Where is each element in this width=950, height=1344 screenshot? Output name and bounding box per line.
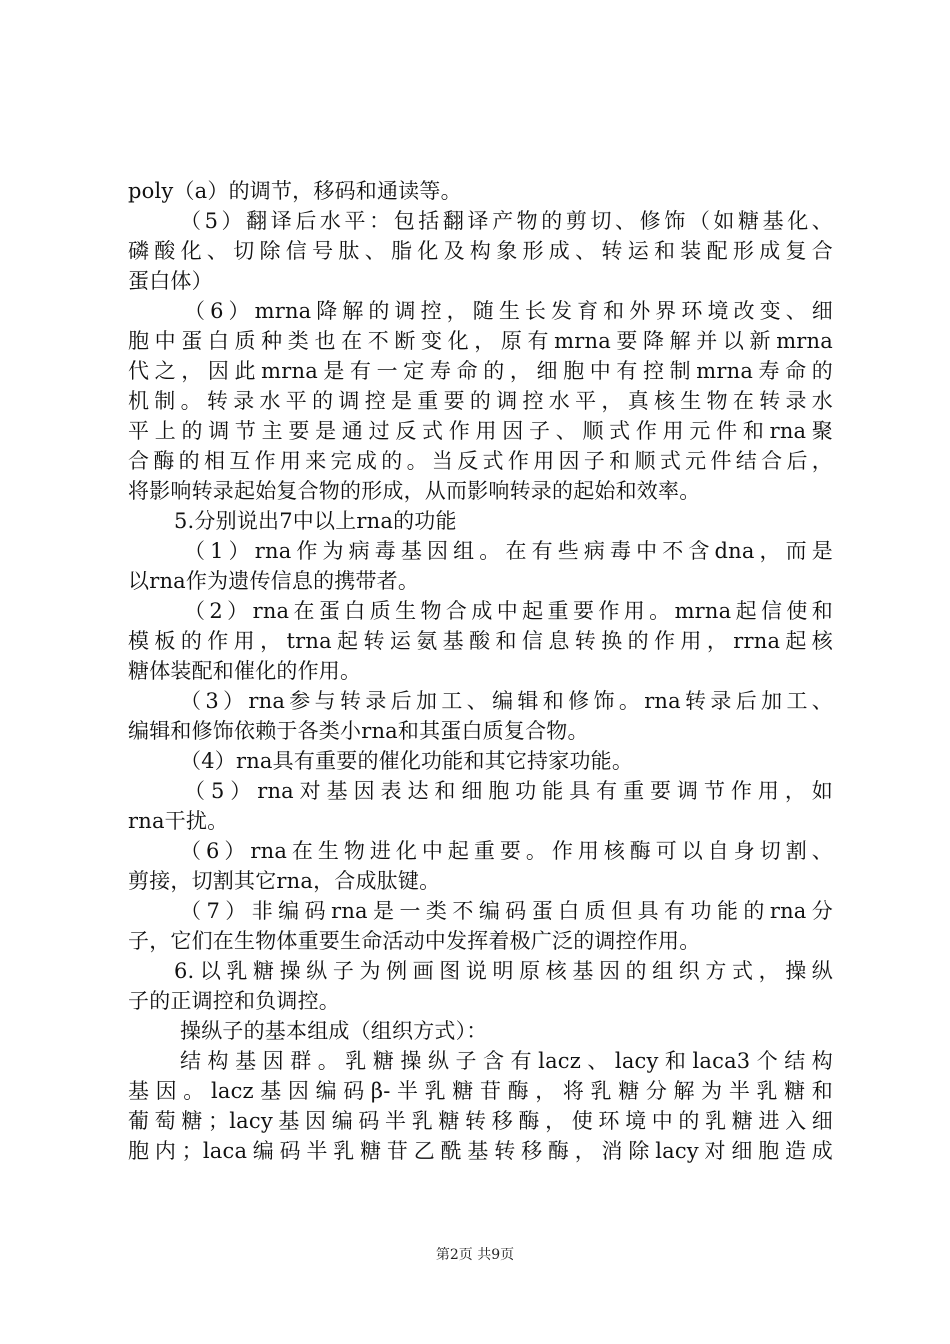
text-line: （6）mrna降解的调控，随生长发育和外界环境改变、细 <box>184 299 833 323</box>
page-footer: 第2页 共9页 <box>435 1247 515 1263</box>
text-line: 操纵子的基本组成（组织方式）： <box>180 1019 488 1043</box>
text-line: 代之，因此mrna是有一定寿命的，细胞中有控制mrna寿命的 <box>128 359 833 383</box>
text-line: 葡萄糖；lacy基因编码半乳糖转移酶，使环境中的乳糖进入细 <box>128 1109 833 1133</box>
text-line: 5.分别说出7中以上rna的功能 <box>174 509 457 533</box>
text-line: 胞内；laca编码半乳糖苷乙酰基转移酶，消除lacy对细胞造成 <box>128 1139 833 1163</box>
text-line: 子，它们在生物体重要生命活动中发挥着极广泛的调控作用。 <box>128 929 701 953</box>
text-line: 编辑和修饰依赖于各类小rna和其蛋白质复合物。 <box>128 719 589 743</box>
text-line: （6）rna在生物进化中起重要。作用核酶可以自身切割、 <box>180 839 833 863</box>
text-line: rna干扰。 <box>128 809 229 833</box>
text-line: 6.以乳糖操纵子为例画图说明原核基因的组织方式，操纵 <box>174 959 833 983</box>
text-line: 平上的调节主要是通过反式作用因子、顺式作用元件和rna聚 <box>128 419 833 443</box>
text-line: 将影响转录起始复合物的形成，从而影响转录的起始和效率。 <box>128 479 701 503</box>
text-line: 基因。lacz基因编码β-半乳糖苷酶，将乳糖分解为半乳糖和 <box>128 1079 833 1103</box>
text-line: 以rna作为遗传信息的携带者。 <box>128 569 420 593</box>
text-line: （4）rna具有重要的催化功能和其它持家功能。 <box>180 749 634 773</box>
text-line: 合酶的相互作用来完成的。当反式作用因子和顺式元件结合后， <box>128 449 833 473</box>
text-line: （1）rna作为病毒基因组。在有些病毒中不含dna，而是 <box>184 539 833 563</box>
text-line: （5）rna对基因表达和细胞功能具有重要调节作用，如 <box>184 779 833 803</box>
text-line: 模板的作用，trna起转运氨基酸和信息转换的作用，rrna起核 <box>128 629 833 653</box>
text-line: 剪接，切割其它rna，合成肽键。 <box>128 869 441 893</box>
text-line: 磷酸化、切除信号肽、脂化及构象形成、转运和装配形成复合 <box>128 239 833 263</box>
text-line: 子的正调控和负调控。 <box>128 989 340 1013</box>
text-line: 结构基因群。乳糖操纵子含有lacz、lacy和laca3个结构 <box>180 1049 833 1073</box>
text-line: 糖体装配和催化的作用。 <box>128 659 362 683</box>
text-line: 机制。转录水平的调控是重要的调控水平，真核生物在转录水 <box>128 389 833 413</box>
text-line: poly（a）的调节，移码和通读等。 <box>128 179 462 203</box>
text-line: （5）翻译后水平：包括翻译产物的剪切、修饰（如糖基化、 <box>180 209 833 233</box>
text-line: （7）非编码rna是一类不编码蛋白质但具有功能的rna分 <box>180 899 833 923</box>
text-line: 蛋白体） <box>128 269 213 293</box>
text-line: （2）rna在蛋白质生物合成中起重要作用。mrna起信使和 <box>184 599 833 623</box>
document-body <box>128 176 833 1166</box>
text-line: （3）rna参与转录后加工、编辑和修饰。rna转录后加工、 <box>180 689 833 713</box>
text-line: 胞中蛋白质种类也在不断变化，原有mrna要降解并以新mrna <box>128 329 833 353</box>
